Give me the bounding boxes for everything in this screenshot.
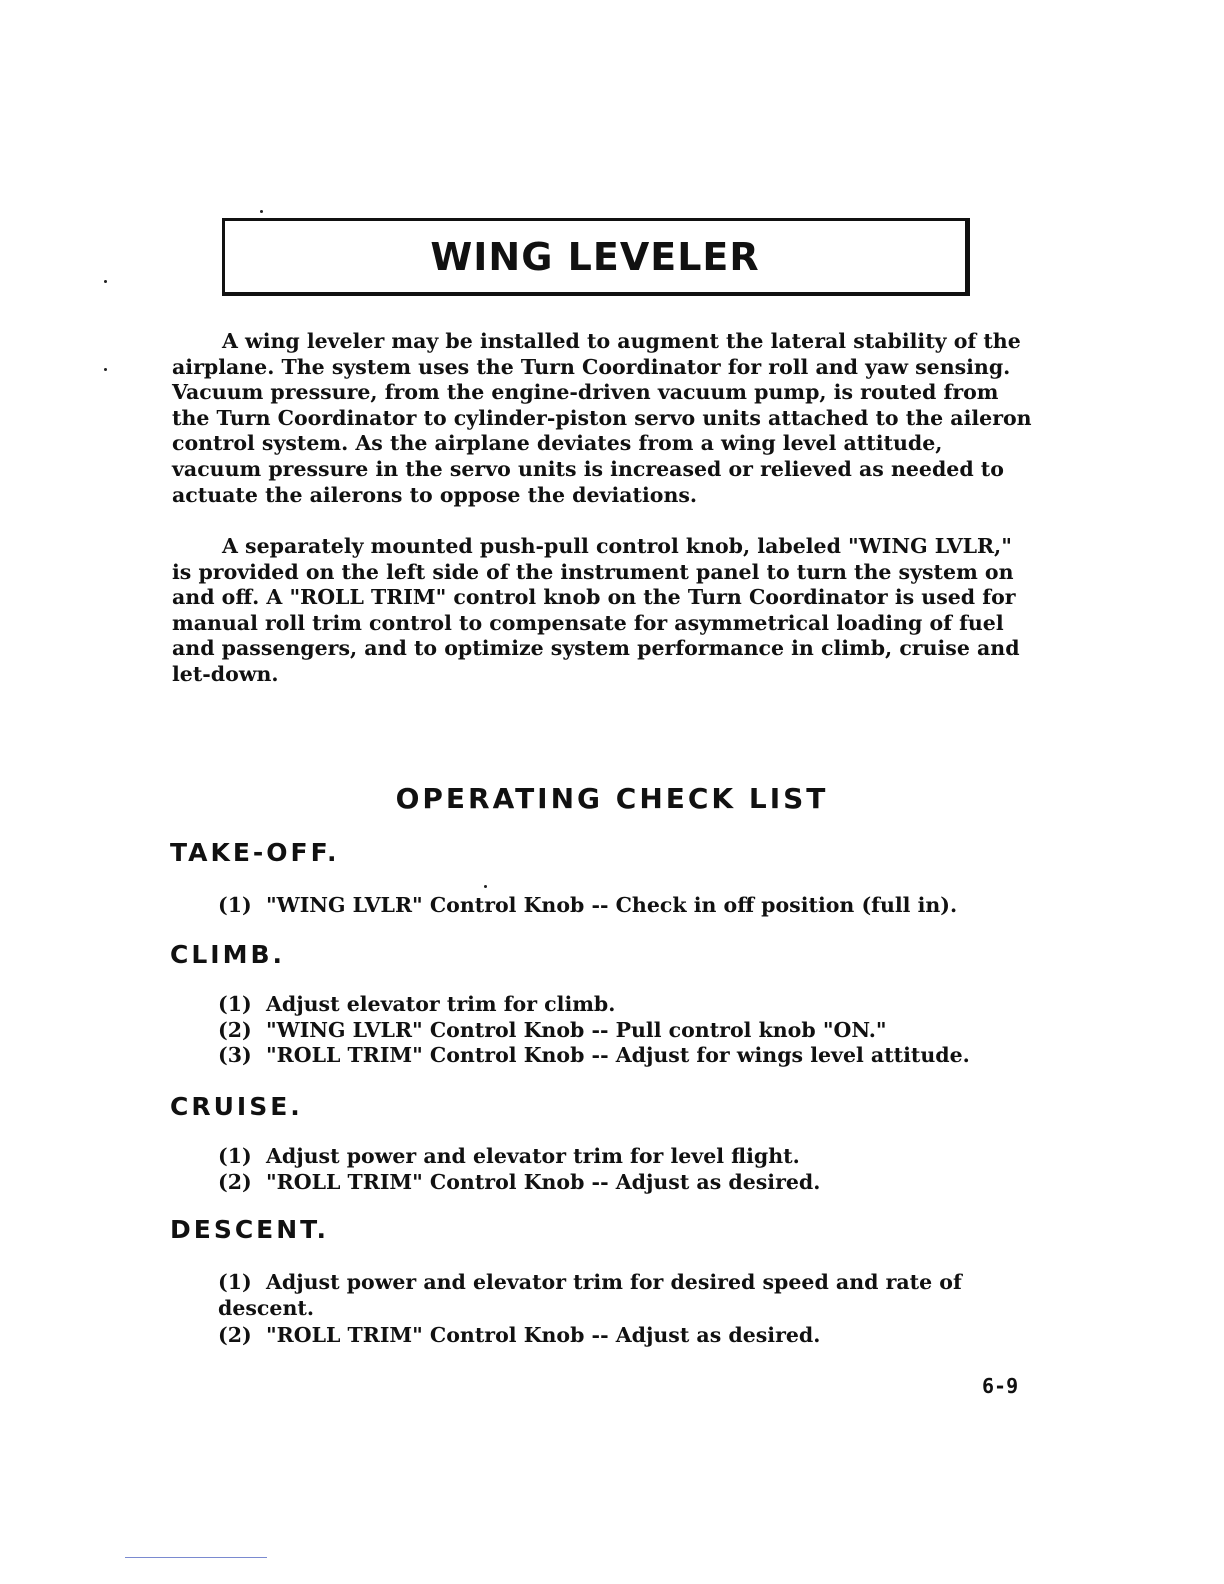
scan-speck <box>484 885 487 888</box>
list-item <box>218 893 1038 919</box>
step-text: "ROLL TRIM" Control Knob -- Adjust as desired. <box>266 1169 821 1194</box>
phase-heading-takeoff: TAKE-OFF. <box>170 838 340 867</box>
step-text: "WING LVLR" Control Knob -- Pull control knob "ON." <box>266 1017 887 1042</box>
step-number: (1) <box>218 893 252 917</box>
descent-steps <box>218 1270 978 1349</box>
step-text: "ROLL TRIM" Control Knob -- Adjust as desired. <box>266 1323 821 1348</box>
phase-heading-cruise: CRUISE. <box>170 1092 303 1121</box>
cruise-steps <box>218 1144 1038 1195</box>
page-title: WING LEVELER <box>430 234 760 279</box>
step-text: "WING LVLR" Control Knob -- Check in off position (full in). <box>266 893 958 917</box>
list-item <box>218 1043 1038 1069</box>
takeoff-steps <box>218 893 1038 919</box>
step-text: Adjust elevator trim for climb. <box>266 992 616 1016</box>
phase-heading-climb: CLIMB. <box>170 940 286 969</box>
step-text: Adjust power and elevator trim for desired speed and rate of descent. <box>218 1270 962 1320</box>
list-item <box>218 1144 1038 1170</box>
controls-paragraph-text: A separately mounted push-pull control knob, labeled "WING LVLR," is provided on the left side of the instrument panel to turn the system on and off. A "ROLL TRIM" control knob on the Turn Coordinator is used for manual roll trim control to compensate for asymmetrical loading of fuel and passengers, and to optimize system performance in climb, cruise and let-down. <box>172 534 1020 686</box>
list-item <box>218 1323 978 1349</box>
step-number: (2) <box>218 1017 252 1042</box>
step-number: (1) <box>218 992 252 1016</box>
step-number: (3) <box>218 1043 252 1068</box>
step-text: "ROLL TRIM" Control Knob -- Adjust for wings level attitude. <box>266 1043 970 1068</box>
climb-steps <box>218 992 1038 1069</box>
footer-rule <box>125 1557 267 1558</box>
intro-paragraph-text: A wing leveler may be installed to augment the lateral stability of the airplane. The system uses the Turn Coordinator for roll and yaw sensing. Vacuum pressure, from the engine-driven vacuum pump, is routed from the Turn Coordinator to cylinder-piston servo units attached to the aileron control system. As the airplane deviates from a wing level attitude, vacuum pressure in the servo units is increased or relieved as needed to actuate the ailerons to oppose the deviations. <box>172 329 1032 507</box>
scan-speck <box>104 368 107 371</box>
step-number: (2) <box>218 1169 252 1194</box>
phase-heading-descent: DESCENT. <box>170 1215 329 1244</box>
scan-speck <box>260 210 263 213</box>
step-number: (1) <box>218 1144 252 1168</box>
step-text: Adjust power and elevator trim for level flight. <box>266 1144 800 1168</box>
controls-paragraph <box>172 534 1032 688</box>
list-item <box>218 1018 1038 1044</box>
list-item <box>218 1270 978 1321</box>
list-item <box>218 992 1038 1018</box>
intro-paragraph <box>172 329 1032 508</box>
page-number: 6-9 <box>982 1374 1019 1398</box>
step-number: (1) <box>218 1270 252 1294</box>
title-box <box>222 218 970 296</box>
checklist-title: OPERATING CHECK LIST <box>395 782 829 815</box>
list-item <box>218 1170 1038 1196</box>
scan-speck <box>104 280 107 283</box>
step-number: (2) <box>218 1323 252 1348</box>
